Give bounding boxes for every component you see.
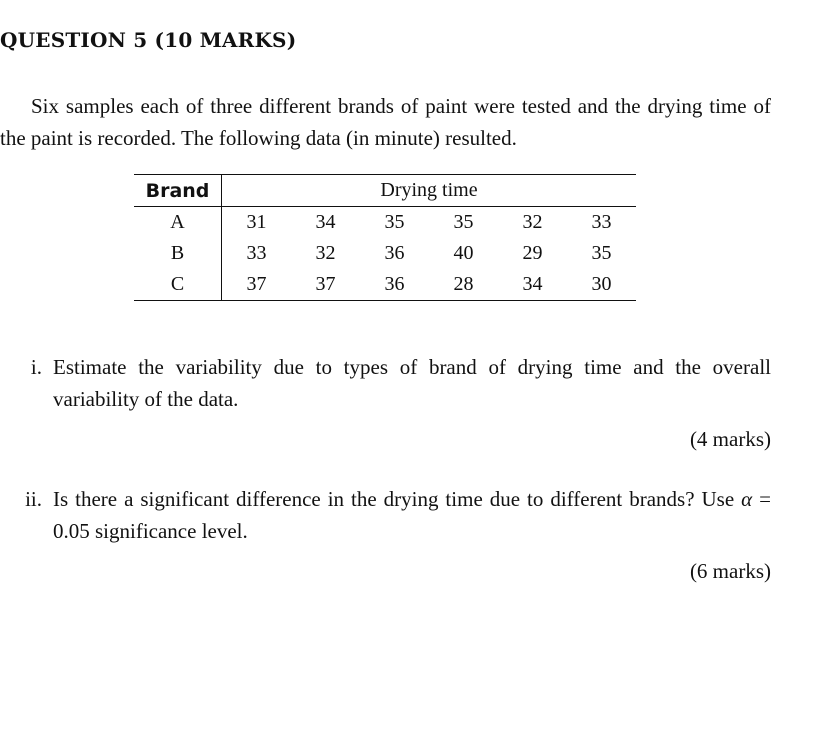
cell-value: 40 <box>453 242 474 264</box>
part-label: ii. <box>25 487 42 511</box>
drying-time-table <box>134 174 636 301</box>
part-text-after: = 0.05 significance level. <box>53 487 772 543</box>
question-title: QUESTION 5 (10 MARKS) <box>0 28 297 52</box>
part-text <box>53 483 771 547</box>
cell-value: 32 <box>315 242 336 264</box>
cell-value: 36 <box>384 242 405 264</box>
cell-value: 35 <box>453 211 474 233</box>
cell-value: 31 <box>246 211 267 233</box>
table-row <box>134 238 636 269</box>
part-marks: (4 marks) <box>689 427 771 451</box>
part-text: Estimate the variability due to types of brand of drying time and the overall variability of the data. <box>53 355 771 411</box>
cell-value: 29 <box>522 242 543 264</box>
cell-value: 28 <box>453 273 474 295</box>
cell-value: 36 <box>384 273 405 295</box>
cell-value: 35 <box>384 211 405 233</box>
cell-value: 34 <box>522 273 543 295</box>
cell-value: 30 <box>591 273 612 295</box>
header-drying-time: Drying time <box>380 179 478 201</box>
question-part-i <box>0 351 771 455</box>
table-row <box>134 207 636 239</box>
question-intro: Six samples each of three different brands of paint were tested and the drying time of the paint is recorded. The following data (in minute) resulted. <box>0 94 771 150</box>
cell-value: 33 <box>591 211 612 233</box>
alpha-symbol: α <box>741 487 753 511</box>
part-label: i. <box>30 355 42 379</box>
part-text-before: Is there a significant difference in the drying time due to different brands? Use <box>53 487 735 511</box>
cell-value: 33 <box>246 242 267 264</box>
data-table <box>134 174 636 301</box>
question-part-ii <box>0 483 771 587</box>
table-row <box>134 269 636 301</box>
cell-value: 32 <box>522 211 543 233</box>
header-brand: Brand <box>134 175 222 207</box>
row-brand: A <box>134 207 222 239</box>
cell-value: 37 <box>246 273 267 295</box>
cell-value: 37 <box>315 273 336 295</box>
row-brand: B <box>134 238 222 269</box>
cell-value: 34 <box>315 211 336 233</box>
part-marks: (6 marks) <box>689 559 771 583</box>
table-header-row <box>134 175 636 207</box>
cell-value: 35 <box>591 242 612 264</box>
row-brand: C <box>134 269 222 301</box>
